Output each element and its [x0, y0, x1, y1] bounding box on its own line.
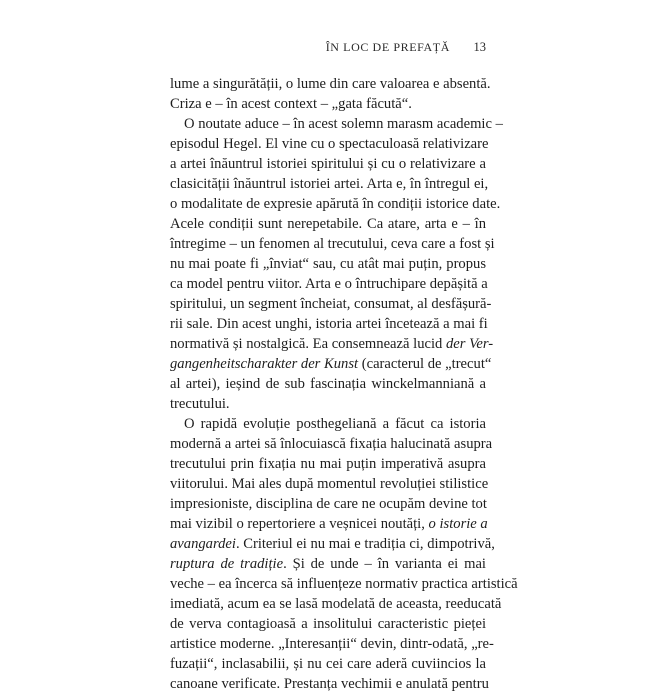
- text-segment: episodul Hegel. El vine cu o spectaculoasă relativizare: [170, 136, 489, 152]
- italic-text: gangenheitscharakter der Kunst: [170, 356, 359, 372]
- text-line: [170, 274, 486, 294]
- text-line: [170, 134, 489, 154]
- text-segment: artistice moderne. „Interesanții“ devin, dintr-odată, „re-: [170, 636, 494, 652]
- running-title: ÎN LOC DE PREFAȚĂ: [325, 40, 450, 54]
- text-line: [170, 654, 486, 674]
- running-header: [170, 40, 486, 60]
- italic-text: o istorie a: [428, 516, 488, 532]
- text-line: [170, 494, 486, 514]
- text-line: [170, 614, 486, 634]
- text-segment: clasicității înăuntrul istoriei artei. Arta e, în întregul ei,: [170, 176, 489, 192]
- text-line: [170, 674, 489, 694]
- text-segment: . Și de unde – în varianta ei mai: [283, 556, 486, 572]
- text-line: [170, 594, 502, 614]
- text-line: [170, 514, 486, 534]
- text-line: [170, 554, 486, 574]
- text-segment: veche – ea încerca să influențeze normativ practica artistică: [170, 576, 518, 592]
- text-line: [170, 74, 491, 94]
- text-line: [170, 374, 486, 394]
- text-line: [170, 334, 494, 354]
- text-segment: trecutului.: [170, 396, 230, 412]
- text-line: [170, 354, 492, 374]
- text-segment: spiritului, un segment încheiat, consumat, al desfășură-: [170, 296, 492, 312]
- italic-text: der Ver-: [445, 336, 494, 352]
- text-line: [170, 534, 495, 554]
- text-segment: modernă a artei să înlocuiască fixația halucinată asupra: [170, 436, 493, 452]
- text-segment: lume a singurătății, o lume din care valoarea e absentă.: [170, 76, 491, 92]
- text-segment: imediată, acum ea se lasă modelată de aceasta, reeducată: [170, 596, 502, 612]
- body-text: [170, 74, 518, 694]
- text-segment: canoane verificate. Prestanța vechimii e anulată pentru: [170, 676, 489, 692]
- text-segment: impresioniste, disciplina de care ne ocupăm devine tot: [170, 496, 487, 512]
- text-segment: de verva contagioasă a insolitului caracteristic pieței: [170, 616, 486, 632]
- text-segment: (caracterul de „trecut“: [358, 356, 492, 372]
- text-segment: mai vizibil o repertoriere a veșnicei noutăți,: [170, 516, 429, 532]
- text-line: [170, 574, 518, 594]
- text-segment: Acele condiții sunt nerepetabile. Ca atare, arta e – în: [170, 216, 486, 232]
- text-line: [170, 94, 486, 114]
- text-line: [170, 234, 495, 254]
- text-line: [170, 174, 489, 194]
- text-line: [170, 194, 501, 214]
- text-segment: Criza e – în acest context – „gata făcută“.: [170, 96, 412, 112]
- text-line: [170, 294, 492, 314]
- italic-text: avangardei: [170, 536, 236, 552]
- text-segment: O noutate aduce – în acest solemn marasm academic –: [184, 116, 503, 132]
- text-segment: normativă și nostalgică. Ea consemnează lucid: [170, 336, 446, 352]
- text-segment: viitorului. Mai ales după momentul revoluției stilistice: [170, 476, 489, 492]
- text-line: [170, 314, 486, 334]
- text-segment: fuzații“, inclasabilii, și nu cei care aderă cuviincios la: [170, 656, 486, 672]
- text-line: [170, 414, 486, 434]
- text-line: [170, 474, 489, 494]
- text-segment: nu mai poate fi „înviat“ sau, cu atât mai puțin, propus: [170, 256, 486, 272]
- text-segment: ca model pentru viitor. Arta e o întruchipare depășită a: [170, 276, 488, 292]
- text-line: [170, 254, 486, 274]
- page-number: 13: [473, 40, 486, 54]
- text-line: [170, 394, 486, 414]
- text-line: [170, 114, 503, 134]
- italic-text: ruptura de tradiție: [170, 556, 284, 572]
- text-segment: întregime – un fenomen al trecutului, ceva care a fost și: [170, 236, 495, 252]
- text-line: [170, 214, 486, 234]
- text-line: [170, 434, 493, 454]
- text-segment: al artei), ieșind de sub fascinația winckelmanniană a: [170, 376, 486, 392]
- text-segment: rii sale. Din acest unghi, istoria artei încetează a mai fi: [170, 316, 488, 332]
- text-segment: a artei înăuntrul istoriei spiritului și cu o relativizare a: [170, 156, 486, 172]
- text-line: [170, 154, 486, 174]
- text-segment: . Criteriul ei nu mai e tradiția ci, dimpotrivă,: [235, 536, 495, 552]
- text-segment: O rapidă evoluție posthegeliană a făcut ca istoria: [184, 416, 486, 432]
- text-segment: trecutului prin fixația nu mai puțin imperativă asupra: [170, 456, 486, 472]
- text-segment: o modalitate de expresie apărută în condiții istorice date.: [170, 196, 501, 212]
- text-line: [170, 454, 486, 474]
- text-line: [170, 634, 494, 654]
